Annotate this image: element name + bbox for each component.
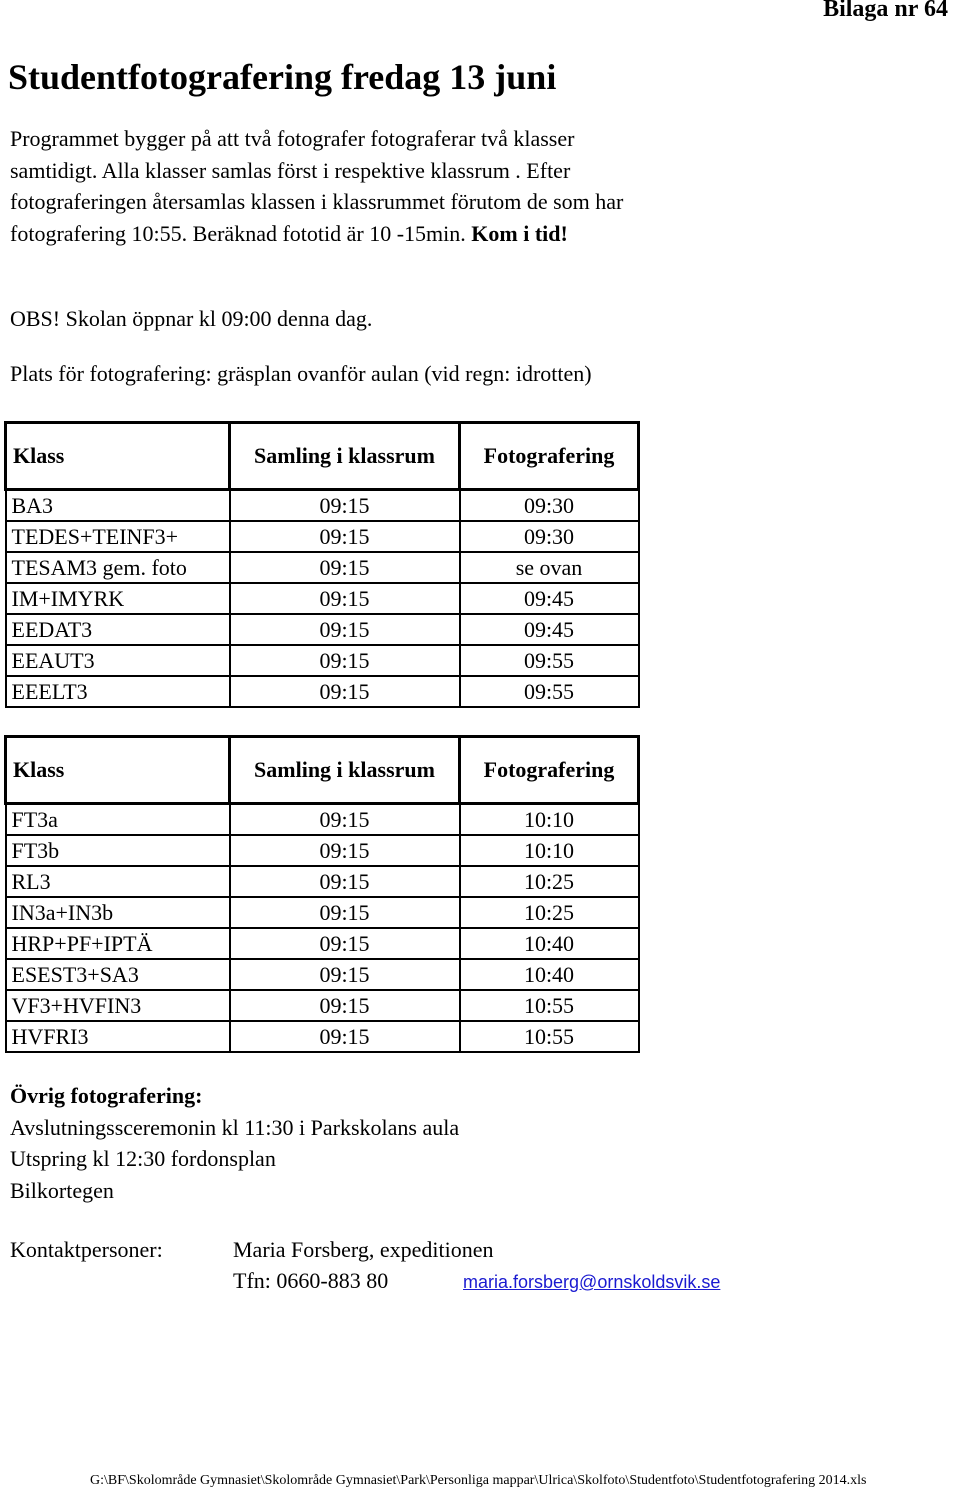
contact-name: Maria Forsberg, expeditionen — [233, 1237, 494, 1262]
header-samling: Samling i klassrum — [230, 423, 460, 490]
cell-klass: VF3+HVFIN3 — [6, 990, 230, 1021]
cell-samling: 09:15 — [230, 990, 460, 1021]
cell-klass: IM+IMYRK — [6, 583, 230, 614]
table-row — [6, 583, 639, 614]
cell-fotografering: 09:45 — [460, 614, 639, 645]
cell-samling: 09:15 — [230, 645, 460, 676]
table-row — [6, 866, 639, 897]
schedule-table-1 — [4, 421, 640, 708]
cell-klass: RL3 — [6, 866, 230, 897]
cell-samling: 09:15 — [230, 1021, 460, 1052]
table-body — [6, 804, 639, 1053]
cell-samling: 09:15 — [230, 959, 460, 990]
cell-klass: TEDES+TEINF3+ — [6, 521, 230, 552]
cell-fotografering: 10:10 — [460, 804, 639, 836]
header-klass: Klass — [6, 737, 230, 804]
cell-samling: 09:15 — [230, 676, 460, 707]
cell-fotografering: 10:10 — [460, 835, 639, 866]
table-row — [6, 928, 639, 959]
cell-fotografering: 09:45 — [460, 583, 639, 614]
cell-klass: EEDAT3 — [6, 614, 230, 645]
table-row — [6, 990, 639, 1021]
table-row — [6, 552, 639, 583]
cell-klass: HVFRI3 — [6, 1021, 230, 1052]
cell-fotografering: 09:55 — [460, 645, 639, 676]
intro-emphasis: Kom i tid! — [471, 220, 568, 246]
cell-fotografering: 10:55 — [460, 1021, 639, 1052]
cell-samling: 09:15 — [230, 804, 460, 836]
cell-fotografering: se ovan — [460, 552, 639, 583]
cell-fotografering: 09:55 — [460, 676, 639, 707]
page-title: Studentfotografering fredag 13 juni — [8, 57, 557, 97]
table-header-row — [6, 423, 639, 490]
cell-klass: BA3 — [6, 490, 230, 522]
contact-phone: Tfn: 0660-883 80 — [233, 1268, 389, 1293]
cell-samling: 09:15 — [230, 583, 460, 614]
header-fotografering: Fotografering — [460, 423, 639, 490]
cell-fotografering: 10:55 — [460, 990, 639, 1021]
table-row — [6, 897, 639, 928]
header-klass: Klass — [6, 423, 230, 490]
intro-paragraph — [10, 123, 630, 249]
cell-samling: 09:15 — [230, 835, 460, 866]
cell-fotografering: 09:30 — [460, 521, 639, 552]
other-photography-line: Avslutningssceremonin kl 11:30 i Parkskolans aula — [10, 1114, 460, 1140]
table-row — [6, 1021, 639, 1052]
table-header-row — [6, 737, 639, 804]
cell-klass: ESEST3+SA3 — [6, 959, 230, 990]
table-row — [6, 490, 639, 522]
cell-klass: HRP+PF+IPTÄ — [6, 928, 230, 959]
cell-klass: FT3a — [6, 804, 230, 836]
table-row — [6, 614, 639, 645]
cell-klass: EEELT3 — [6, 676, 230, 707]
cell-samling: 09:15 — [230, 897, 460, 928]
cell-fotografering: 10:40 — [460, 959, 639, 990]
cell-samling: 09:15 — [230, 552, 460, 583]
cell-klass: FT3b — [6, 835, 230, 866]
table-row — [6, 804, 639, 836]
other-photography-heading: Övrig fotografering: — [10, 1083, 203, 1108]
location-info: Plats för fotografering: gräsplan ovanför aulan (vid regn: idrotten) — [10, 361, 592, 386]
other-photography-section — [10, 1080, 459, 1206]
table-body — [6, 490, 639, 708]
contact-email-link[interactable]: maria.forsberg@ornskoldsvik.se — [463, 1272, 721, 1292]
other-photography-line: Utspring kl 12:30 fordonsplan — [10, 1146, 276, 1171]
header-samling: Samling i klassrum — [230, 737, 460, 804]
appendix-label: Bilaga nr 64 — [823, 0, 948, 22]
cell-fotografering: 09:30 — [460, 490, 639, 522]
table-row — [6, 645, 639, 676]
cell-fotografering: 10:40 — [460, 928, 639, 959]
cell-samling: 09:15 — [230, 614, 460, 645]
schedule-table-2 — [4, 735, 640, 1053]
table-row — [6, 959, 639, 990]
cell-klass: IN3a+IN3b — [6, 897, 230, 928]
intro-text: Programmet bygger på att två fotografer fotograferar två klasser samtidigt. Alla klasser samlas först i respektive klassrum . Efter fotograferingen återsamlas klassen i klassrummet förutom de som har fotografering 10:55. Beräknad fototid är 10 -15min. — [10, 126, 624, 246]
cell-fotografering: 10:25 — [460, 897, 639, 928]
cell-samling: 09:15 — [230, 490, 460, 522]
contact-label: Kontaktpersoner: — [10, 1237, 163, 1262]
other-photography-line: Bilkortegen — [10, 1177, 114, 1203]
cell-samling: 09:15 — [230, 521, 460, 552]
header-fotografering: Fotografering — [460, 737, 639, 804]
table-row — [6, 521, 639, 552]
obs-notice: OBS! Skolan öppnar kl 09:00 denna dag. — [10, 306, 373, 331]
cell-klass: EEAUT3 — [6, 645, 230, 676]
cell-samling: 09:15 — [230, 866, 460, 897]
table-row — [6, 835, 639, 866]
cell-klass: TESAM3 gem. foto — [6, 552, 230, 583]
cell-fotografering: 10:25 — [460, 866, 639, 897]
file-path-footer: G:\BF\Skolområde Gymnasiet\Skolområde Gymnasiet\Park\Personliga mappar\Ulrica\Skolfoto\Studentfoto\Studentfotografering 2014.xls — [90, 1473, 867, 1488]
table-row — [6, 676, 639, 707]
cell-samling: 09:15 — [230, 928, 460, 959]
